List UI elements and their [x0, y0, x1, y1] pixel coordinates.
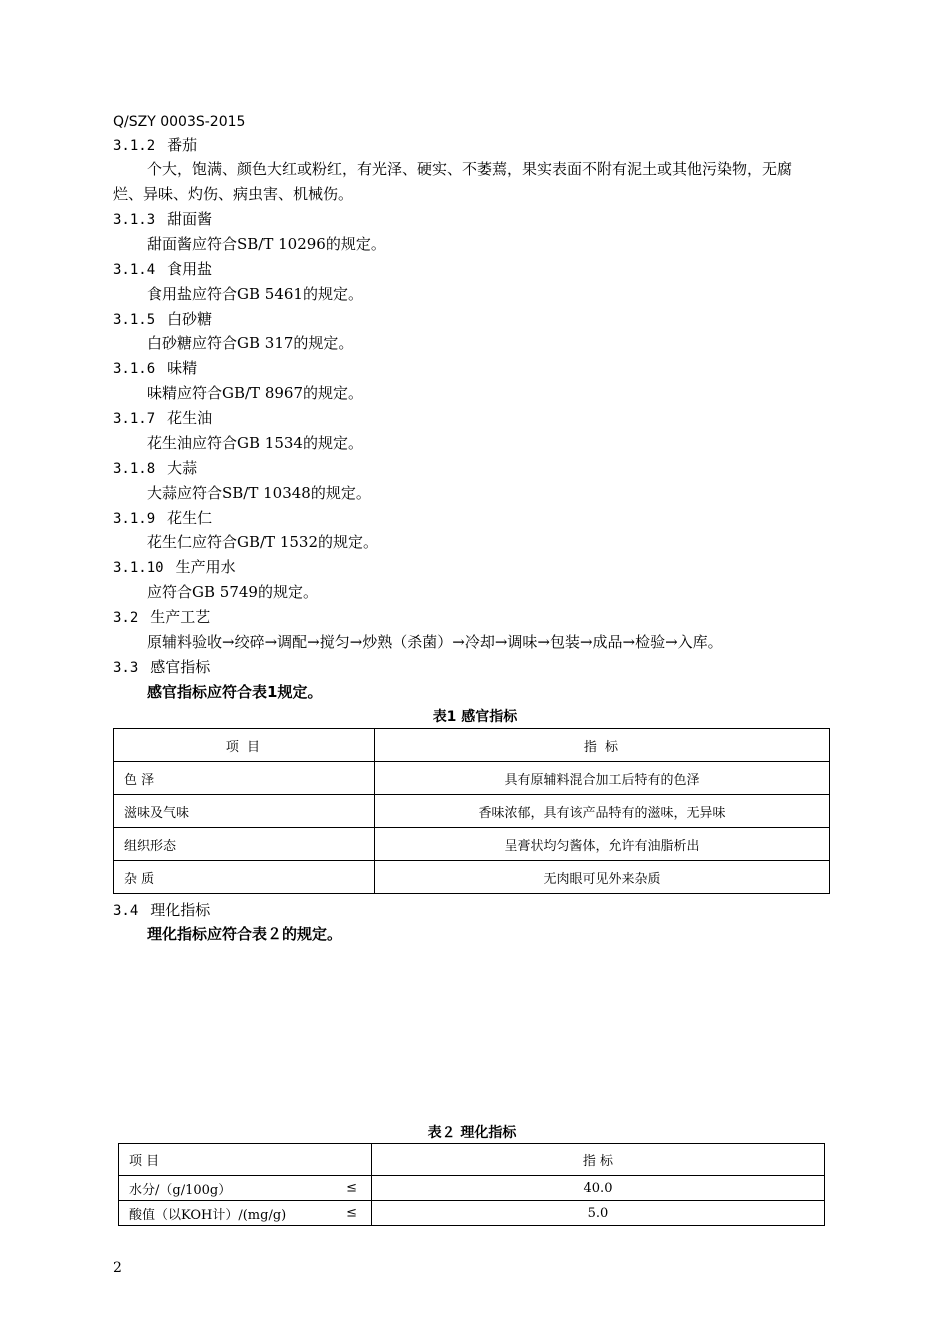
table-header-cell: 项 目 — [119, 1144, 372, 1176]
section-number: 3.1.9 — [113, 511, 156, 527]
section-title: 味精 — [167, 359, 198, 377]
section-title: 甜面酱 — [167, 210, 213, 228]
requirement-cell: 具有原辅料混合加工后特有的色泽 — [375, 762, 830, 795]
section-heading — [113, 457, 197, 478]
item-cell — [119, 1176, 372, 1201]
section-number: 3.1.7 — [113, 411, 156, 427]
table-row — [119, 1176, 825, 1201]
section-number: 3.1.8 — [113, 461, 156, 477]
document-code: Q/SZY 0003S-2015 — [113, 114, 246, 130]
paragraph-line: 甜面酱应符合SB/T 10296的规定。 — [147, 235, 386, 253]
section-title: 生产工艺 — [150, 608, 211, 626]
operator-symbol: ≤ — [346, 1180, 357, 1196]
item-cell: 滋味及气味 — [114, 795, 375, 828]
table-row — [114, 861, 830, 894]
section-heading — [113, 899, 210, 920]
table-header-cell: 指 标 — [375, 729, 830, 762]
paragraph-line: 大蒜应符合SB/T 10348的规定。 — [147, 484, 371, 502]
table-header-cell: 指 标 — [372, 1144, 825, 1176]
section-number: 3.1.10 — [113, 560, 164, 576]
paragraph-line: 感官指标应符合表1规定。 — [147, 683, 323, 701]
table1-caption: 表1 感官指标 — [432, 709, 518, 725]
table-row — [119, 1201, 825, 1226]
paragraph-line: 理化指标应符合表２的规定。 — [147, 925, 343, 943]
section-title: 花生仁 — [167, 509, 213, 527]
physicochemical-table — [118, 1143, 825, 1226]
section-heading — [113, 407, 212, 428]
value-cell: 5.0 — [372, 1201, 825, 1226]
operator-symbol: ≤ — [346, 1205, 357, 1221]
section-heading — [113, 357, 197, 378]
table2-caption: 表２ 理化指标 — [427, 1125, 517, 1141]
paragraph-line: 白砂糖应符合GB 317的规定。 — [147, 334, 354, 352]
table-header-row — [119, 1144, 825, 1176]
section-number: 3.3 — [113, 660, 139, 676]
paragraph-line: 应符合GB 5749的规定。 — [147, 583, 318, 601]
paragraph-line: 原辅料验收→绞碎→调配→搅匀→炒熟（杀菌）→冷却→调味→包装→成品→检验→入库。 — [147, 633, 723, 651]
paragraph-line: 烂、异味、灼伤、病虫害、机械伤。 — [113, 185, 354, 203]
section-number: 3.1.3 — [113, 212, 156, 228]
paragraph-line: 花生仁应符合GB/T 1532的规定。 — [147, 533, 379, 551]
section-number: 3.1.2 — [113, 138, 156, 154]
section-title: 感官指标 — [150, 658, 211, 676]
section-number: 3.1.4 — [113, 262, 156, 278]
paragraph-line: 食用盐应符合GB 5461的规定。 — [147, 285, 363, 303]
section-number: 3.4 — [113, 903, 139, 919]
paragraph-line: 花生油应符合GB 1534的规定。 — [147, 434, 363, 452]
section-heading — [113, 556, 236, 577]
requirement-cell: 香味浓郁，具有该产品特有的滋味，无异味 — [375, 795, 830, 828]
section-title: 番茄 — [167, 136, 198, 154]
section-title: 花生油 — [167, 409, 213, 427]
requirement-cell: 无肉眼可见外来杂质 — [375, 861, 830, 894]
section-title: 理化指标 — [150, 901, 211, 919]
section-heading — [113, 606, 210, 627]
section-number: 3.1.5 — [113, 312, 156, 328]
item-label: 水分/（g/100g） — [129, 1182, 232, 1198]
table-row — [114, 762, 830, 795]
table-row — [114, 795, 830, 828]
section-heading — [113, 208, 212, 229]
value-cell: 40.0 — [372, 1176, 825, 1201]
section-title: 大蒜 — [167, 459, 198, 477]
section-number: 3.1.6 — [113, 361, 156, 377]
paragraph-line: 个大，饱满、颜色大红或粉红，有光泽、硬实、不萎蔫，果实表面不附有泥土或其他污染物，无腐 — [147, 160, 793, 178]
section-title: 白砂糖 — [167, 310, 213, 328]
sensory-table — [113, 728, 830, 894]
section-number: 3.2 — [113, 610, 139, 626]
table-header-row — [114, 729, 830, 762]
section-heading — [113, 134, 197, 155]
section-heading — [113, 258, 212, 279]
section-title: 生产用水 — [175, 558, 236, 576]
section-heading — [113, 308, 212, 329]
item-cell: 杂 质 — [114, 861, 375, 894]
item-label: 酸值（以KOH计）/(mg/g) — [129, 1207, 287, 1223]
table-header-cell: 项 目 — [114, 729, 375, 762]
paragraph-line: 味精应符合GB/T 8967的规定。 — [147, 384, 364, 402]
section-heading — [113, 507, 212, 528]
item-cell: 色 泽 — [114, 762, 375, 795]
item-cell — [119, 1201, 372, 1226]
requirement-cell: 呈膏状均匀酱体，允许有油脂析出 — [375, 828, 830, 861]
item-cell: 组织形态 — [114, 828, 375, 861]
page-number: 2 — [113, 1260, 122, 1276]
section-title: 食用盐 — [167, 260, 213, 278]
section-heading — [113, 656, 210, 677]
table-row — [114, 828, 830, 861]
